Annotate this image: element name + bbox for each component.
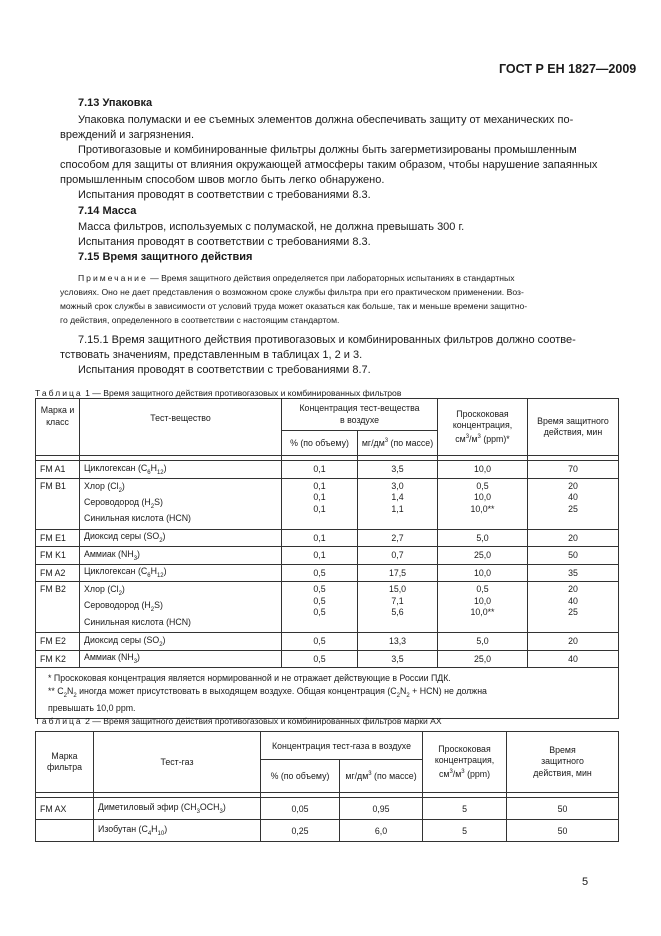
t1-r8-vol: 0,5 — [282, 650, 358, 668]
t1-r4-s: Аммиак (NH — [84, 548, 134, 559]
t1-r3-vol: 0,1 — [282, 529, 358, 547]
fn2-a: ** C — [48, 685, 64, 696]
t2-h-mass-sup: 3 — [368, 771, 372, 778]
t1-h-break-l2: концентрация, — [452, 420, 513, 431]
t1-r8-substance — [80, 650, 282, 668]
t1-r2-vol — [282, 478, 358, 529]
t1-r6-break — [438, 582, 528, 633]
t1-h-conc — [282, 399, 438, 431]
note-line-3: можный срок службы в зависимости от условий труда может оказаться как больше, так и меньше времени защитно- — [60, 301, 528, 311]
t1-r2-break — [438, 478, 528, 529]
t1-r1-time: 70 — [528, 461, 619, 479]
t1-h-time — [528, 399, 619, 456]
t1-h-mass-post: (по массе) — [388, 438, 434, 448]
s7151-l2: тствовать значениям, представленным в таблицах 1, 2 и 3. — [60, 349, 363, 361]
t1-h-vol: % (по объему) — [282, 431, 358, 456]
table-row — [36, 798, 619, 820]
t2-h-break-cm: см — [438, 768, 450, 779]
t1-r3-e: ) — [162, 531, 166, 542]
note-text: — Время защитного действия определяется при лабораторных испытаниях в стандартных — [147, 273, 515, 283]
t2-h-time-l1: Время — [549, 744, 576, 755]
table-row — [36, 461, 619, 479]
t2-h-time-l3: действия, мин — [533, 767, 592, 778]
table2-caption-label: Таблица — [35, 716, 83, 726]
t1-h-break — [438, 399, 528, 456]
table-row — [36, 582, 619, 633]
t2-r2-vol: 0,25 — [261, 820, 340, 842]
t1-h-break-sup2: 3 — [477, 433, 481, 440]
t2-r2-m: H — [151, 824, 158, 835]
t1-h-time-l2: действия, мин — [543, 427, 603, 437]
t1-h-conc-l2: в воздухе — [339, 414, 380, 425]
table1-caption-label: Таблица — [35, 388, 83, 398]
table2-caption — [35, 716, 442, 726]
t1-r6-mass1: 15,0 — [388, 584, 407, 594]
section-7-15-title: 7.15 Время защитного действия — [78, 251, 253, 263]
t1-r2-brk2: 10,0 — [473, 492, 492, 502]
t1-r6-vol3: 0,5 — [313, 607, 326, 617]
t1-r8-mark: FM K2 — [36, 650, 80, 668]
s7151-l1: 7.15.1 Время защитного действия противогазовых и комбинированных фильтров должно соотве- — [78, 334, 576, 346]
note-line-2: условиях. Оно не дает представления о возможном сроке службы фильтра при его практическом применении. Воз- — [60, 287, 524, 297]
t1-r3-break: 5,0 — [438, 529, 528, 547]
footnote-2 — [48, 685, 487, 699]
t1-r5-sub1: 6 — [147, 573, 151, 580]
t2-h-time — [507, 732, 619, 793]
fn2-s1: 2 — [63, 692, 67, 699]
t1-r8-sub: 3 — [133, 659, 138, 666]
t1-r1-s: Циклогексан (C — [84, 462, 148, 473]
t2-r1-vol: 0,05 — [261, 798, 340, 820]
t1-r1-sub1: 6 — [147, 469, 151, 476]
t1-r5-mass: 17,5 — [358, 564, 438, 582]
s713-p2-l3: промышленным способом швов могло быть легко обнаружено. — [60, 174, 385, 186]
t1-r2-time — [528, 478, 619, 529]
t2-r1-time: 50 — [507, 798, 619, 820]
t1-h-break-cm: см — [455, 433, 466, 444]
t1-r6-s1: Хлор (Cl — [84, 584, 119, 594]
t2-r1-mass: 0,95 — [340, 798, 423, 820]
t2-h-mass — [340, 760, 423, 793]
s714-p2: Испытания проводят в соответствии с требованиями 8.3. — [78, 236, 371, 248]
t1-r6-s2-sub: 2 — [150, 607, 155, 613]
t1-r2-s1-sub: 2 — [118, 487, 122, 494]
t1-h-conc-l1: Концентрация тест-вещества — [299, 403, 420, 413]
t1-r5-sub2: 12 — [156, 573, 164, 580]
standard-number: ГОСТ Р ЕН 1827—2009 — [499, 62, 637, 76]
t1-r6-s2-e: S) — [154, 600, 163, 611]
fn2-s4: 2 — [406, 692, 410, 699]
t2-r2-gas — [94, 820, 261, 842]
t1-r3-time: 20 — [528, 529, 619, 547]
table2-caption-text: 2 — Время защитного действия противогазовых и комбинированных фильтров марки АХ — [82, 716, 442, 726]
t1-r6-vol — [282, 582, 358, 633]
t1-r8-e: ) — [137, 652, 140, 663]
t1-r6-mass3: 5,6 — [391, 607, 404, 617]
t2-r2-mark — [36, 820, 94, 842]
footnote-1: * Проскоковая концентрация является нормированной и не отражает действующие в России ПДК. — [48, 673, 451, 683]
t1-r1-sub2: 12 — [156, 469, 164, 476]
t1-r1-m: H — [150, 462, 157, 473]
t1-r2-vol3: 0,1 — [313, 503, 326, 514]
t1-h-mass-sup: 3 — [384, 438, 389, 445]
t2-h-break-ppm: (ppm) — [464, 768, 491, 779]
t1-h-break-l1: Проскоковая — [456, 408, 509, 419]
footnote-2-line-2: превышать 10,0 ppm. — [48, 702, 136, 713]
t1-r8-break: 25,0 — [438, 650, 528, 668]
t1-r6-substance — [80, 582, 282, 633]
t1-r4-substance — [80, 547, 282, 565]
t1-r7-substance — [80, 633, 282, 651]
t1-r8-time: 40 — [528, 650, 619, 668]
t2-h-break-m: /м — [452, 768, 462, 779]
t1-r3-sub: 2 — [159, 538, 163, 545]
t1-r5-m: H — [150, 566, 157, 577]
t2-r1-g: Диметиловый эфир (CH — [98, 802, 197, 813]
t1-r2-brk1: 0,5 — [476, 480, 489, 491]
t1-r6-brk3: 10,0** — [470, 607, 495, 617]
t2-h-break-l2: концентрация, — [434, 755, 495, 766]
t1-r7-mark: FM E2 — [36, 633, 80, 651]
t1-r6-mass2: 7,1 — [391, 595, 404, 606]
t1-r6-s1-sub: 2 — [118, 590, 122, 597]
t1-h-mark — [36, 399, 80, 456]
t1-r4-e: ) — [137, 548, 140, 559]
t1-r7-mass: 13,3 — [358, 633, 438, 651]
t1-r2-mass3: 1,1 — [391, 503, 404, 514]
t2-h-break — [423, 732, 507, 793]
t2-r2-time: 50 — [507, 820, 619, 842]
s714-p1: Масса фильтров, используемых с полумаской, не должна превышать 300 г. — [78, 221, 465, 233]
t1-r2-vol1: 0,1 — [313, 480, 326, 491]
fn2-s3: 2 — [396, 692, 400, 699]
page-number: 5 — [582, 876, 589, 888]
t1-r6-s2: Сероводород (H — [84, 600, 151, 611]
t1-r2-vol2: 0,1 — [313, 492, 326, 502]
s713-p3: Испытания проводят в соответствии с требованиями 8.3. — [78, 189, 371, 201]
t1-h-break-ppm: (ppm)* — [480, 433, 510, 444]
t1-r5-s: Циклогексан (C — [84, 566, 148, 577]
t1-r4-sub: 3 — [133, 555, 138, 562]
fn2-e: + HCN) не должна — [409, 685, 487, 696]
t2-h-vol: % (по объему) — [261, 760, 340, 793]
t1-h-time-l1: Время защитного — [537, 415, 609, 426]
fn2-s2: 2 — [73, 692, 77, 699]
t2-h-mass-post: (по массе) — [371, 771, 417, 781]
t1-r6-time2: 40 — [568, 595, 578, 606]
note-label: Примечание — [78, 273, 148, 283]
t1-r2-mass1: 3,0 — [391, 480, 404, 491]
s713-p2-l2: способом для защиты от влияния окружающей атмосферы таким образом, чтобы нарушение запаянных — [60, 159, 598, 171]
section-7-13-title: 7.13 Упаковка — [78, 97, 153, 109]
table-row — [36, 478, 619, 529]
t1-r5-time: 35 — [528, 564, 619, 582]
fn2-d: N — [399, 685, 407, 696]
note-line-1 — [78, 271, 515, 285]
t1-r2-brk3: 10,0** — [470, 503, 495, 514]
t1-r5-e: ) — [163, 566, 167, 577]
t2-r1-sub2: 3 — [219, 808, 223, 815]
t1-r8-mass: 3,5 — [358, 650, 438, 668]
table-2 — [35, 731, 619, 842]
t1-h-break-sup1: 3 — [465, 433, 470, 440]
t1-r6-time1: 20 — [568, 584, 578, 594]
t1-r2-s2: Сероводород (H — [84, 496, 151, 507]
table-row — [36, 820, 619, 842]
t1-r4-vol: 0,1 — [282, 547, 358, 565]
t2-h-mark-l2: фильтра — [47, 762, 82, 772]
t1-r7-break: 5,0 — [438, 633, 528, 651]
t1-r6-mass — [358, 582, 438, 633]
t1-r2-time1: 20 — [568, 480, 578, 491]
t1-r7-e: ) — [162, 634, 166, 645]
t2-r1-break: 5 — [423, 798, 507, 820]
t2-r2-sub2: 10 — [157, 830, 165, 837]
table-row — [36, 547, 619, 565]
s713-p2-l1: Противогазовые и комбинированные фильтры должны быть загерметизированы промышленным — [78, 144, 577, 156]
t1-h-break-m: /м — [469, 433, 478, 444]
t2-h-mass-pre: мг/дм — [345, 771, 369, 781]
t2-r1-sub1: 3 — [196, 808, 200, 815]
t1-r6-time3: 25 — [568, 607, 578, 617]
t1-r7-vol: 0,5 — [282, 633, 358, 651]
t1-r1-mass: 3,5 — [358, 461, 438, 479]
t1-r2-mark: FM B1 — [36, 478, 80, 529]
t1-r3-s: Диоксид серы (SO — [84, 531, 160, 542]
t1-r8-s: Аммиак (NH — [84, 652, 134, 663]
t1-r2-s2-sub: 2 — [150, 503, 155, 510]
t1-r7-sub: 2 — [159, 641, 163, 648]
s713-p1-l1: Упаковка полумаски и ее съемных элементов должна обеспечивать защиту от механических по- — [78, 114, 574, 126]
t1-r1-mark: FM A1 — [36, 461, 80, 479]
t1-r4-mark: FM K1 — [36, 547, 80, 565]
t2-r2-g: Изобутан (C — [98, 824, 148, 835]
t2-r1-m: OCH — [199, 802, 220, 813]
t1-r2-s3: Синильная кислота (HCN) — [84, 513, 191, 523]
t1-r1-substance — [80, 461, 282, 479]
table1-footnotes — [36, 668, 619, 719]
t2-h-time-l2: защитного — [541, 756, 584, 767]
t1-r1-vol: 0,1 — [282, 461, 358, 479]
t1-r6-mark: FM B2 — [36, 582, 80, 633]
t1-r5-break: 10,0 — [438, 564, 528, 582]
t1-r6-vol1: 0,5 — [313, 584, 326, 594]
t2-r1-gas — [94, 798, 261, 820]
t1-r7-s: Диоксид серы (SO — [84, 634, 160, 645]
t1-r2-time2: 40 — [568, 492, 578, 502]
t1-r1-break: 10,0 — [438, 461, 528, 479]
table-row — [36, 564, 619, 582]
t1-r6-time — [528, 582, 619, 633]
t1-r1-e: ) — [163, 462, 167, 473]
t1-r6-brk2: 10,0 — [473, 595, 492, 606]
table-1 — [35, 398, 619, 719]
section-7-14-title: 7.14 Масса — [78, 205, 137, 217]
t2-r2-mass: 6,0 — [340, 820, 423, 842]
t2-h-break-l1: Проскоковая — [438, 743, 491, 754]
t1-r6-s3: Синильная кислота (HCN) — [84, 616, 191, 627]
t2-r1-mark: FM AX — [36, 798, 94, 820]
t1-r4-break: 25,0 — [438, 547, 528, 565]
t1-r4-mass: 0,7 — [358, 547, 438, 565]
t1-h-mark-l1: Марка и — [40, 405, 75, 415]
t1-h-mark-l2: класс — [46, 416, 69, 427]
t2-h-break-sup1: 3 — [449, 768, 453, 775]
fn2-c: иногда может присутствовать в выходящем воздухе. Общая концентрация (C — [76, 685, 397, 696]
t1-r2-s1: Хлор (Cl — [84, 480, 119, 491]
table-row — [36, 529, 619, 547]
t2-h-mark-l1: Марка — [51, 750, 78, 761]
t1-r3-substance — [80, 529, 282, 547]
t1-r5-vol: 0,5 — [282, 564, 358, 582]
t1-r5-substance — [80, 564, 282, 582]
s7151-p2: Испытания проводят в соответствии с требованиями 8.7. — [78, 364, 371, 376]
t2-h-conc: Концентрация тест-газа в воздухе — [261, 732, 423, 760]
table-row — [36, 633, 619, 651]
t1-r4-time: 50 — [528, 547, 619, 565]
t2-r2-break: 5 — [423, 820, 507, 842]
t1-r6-brk1: 0,5 — [476, 584, 489, 594]
t1-r2-mass — [358, 478, 438, 529]
t1-h-mass-pre: мг/дм — [361, 438, 385, 448]
table-row — [36, 650, 619, 668]
t1-r2-s1-e: ) — [121, 480, 125, 491]
s713-p1-l2: вреждений и загрязнения. — [60, 129, 195, 141]
t1-r3-mass: 2,7 — [358, 529, 438, 547]
t1-h-mass — [358, 431, 438, 456]
t2-h-mark — [36, 732, 94, 793]
t1-r2-mass2: 1,4 — [391, 492, 404, 502]
t1-r2-substance — [80, 478, 282, 529]
table1-caption — [35, 388, 401, 398]
t2-r2-sub1: 4 — [147, 830, 152, 837]
t1-r3-mark: FM E1 — [36, 529, 80, 547]
t1-r7-time: 20 — [528, 633, 619, 651]
t1-r2-time3: 25 — [568, 503, 578, 514]
t1-r2-s2-e: S) — [154, 496, 163, 507]
note-line-4: го действия, определенного в соответствии с настоящим стандартом. — [60, 315, 340, 325]
fn2-b: N — [67, 685, 74, 696]
t2-h-gas: Тест-газ — [94, 732, 261, 793]
t1-h-substance: Тест-вещество — [80, 399, 282, 456]
t1-r6-s1-e: ) — [121, 584, 125, 594]
t2-r2-e: ) — [164, 824, 168, 835]
t1-r6-vol2: 0,5 — [313, 595, 326, 606]
t1-r5-mark: FM A2 — [36, 564, 80, 582]
table1-caption-text: 1 — Время защитного действия противогазовых и комбинированных фильтров — [82, 388, 402, 398]
t2-r1-e: ) — [222, 802, 226, 813]
t2-h-break-sup2: 3 — [461, 768, 465, 775]
